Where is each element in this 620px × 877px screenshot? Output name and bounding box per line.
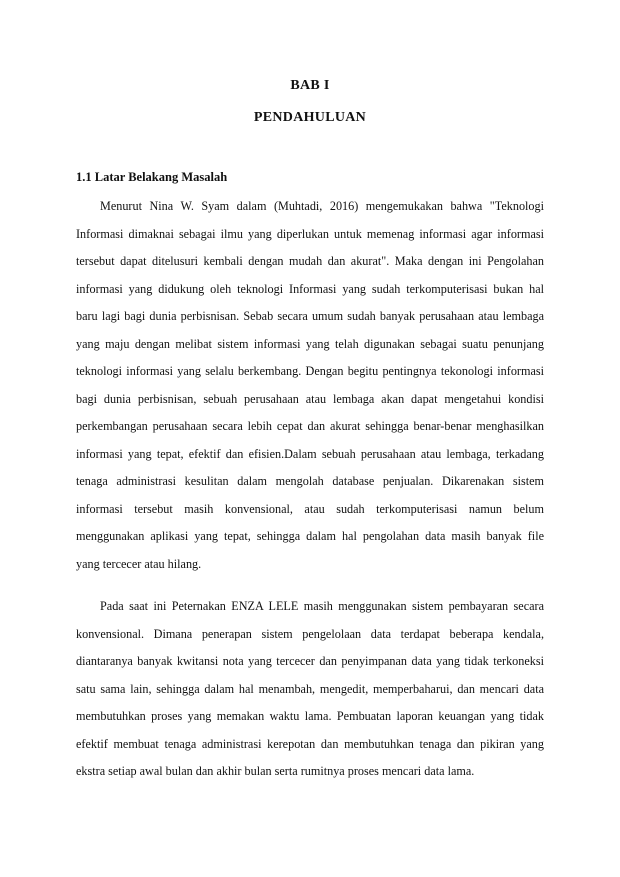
text-line: tenaga administrasi kesulitan dalam mengolah database penjualan. Dikarenakan sistem <box>76 474 544 488</box>
text-line: yang tercecer atau hilang. <box>76 556 202 571</box>
text-line: informasi yang tepat, efektif dan efisien.Dalam sebuah perusahaan atau lembaga, terkadang <box>76 446 544 461</box>
text-line: yang maju dengan melibat sistem informasi yang telah digunakan sebagai suatu penunjang <box>76 336 544 351</box>
section-heading: 1.1 Latar Belakang Masalah <box>76 170 228 184</box>
text-line: informasi tersebut masih konvensional, atau sudah terkomputerisasi namun belum <box>76 501 544 516</box>
chapter-number: BAB I <box>290 78 330 93</box>
text-line: informasi yang didukung oleh teknologi Informasi yang sudah terkomputerisasi bukan hal <box>76 281 544 296</box>
text-line: menggunakan aplikasi yang tepat, sehingga dalam hal pengolahan data masih banyak file <box>76 529 544 543</box>
text-line: Informasi dimaknai sebagai ilmu yang diperlukan untuk memenag informasi agar informasi <box>76 226 544 241</box>
text-line: teknologi informasi yang selalu berkembang. Dengan begitu pentingnya tekonologi informasi <box>76 364 544 378</box>
text-line: efektif membuat tenaga administrasi kerepotan dan membutuhkan tenaga dan pikiran yang <box>76 736 544 751</box>
text-line: bagi dunia perbisnisan, sebuah perusahaan atau lembaga akan dapat mengetahui kondisi <box>76 391 544 406</box>
chapter-title: PENDAHULUAN <box>253 110 367 125</box>
text-line: diantaranya banyak kwitansi nota yang tercecer dan penyimpanan data yang tidak terkoneksi <box>76 654 544 668</box>
text-line: membutuhkan proses yang memakan waktu lama. Pembuatan laporan keuangan yang tidak <box>76 709 544 723</box>
text-line: Menurut Nina W. Syam dalam (Muhtadi, 2016) mengemukakan bahwa "Teknologi <box>100 199 544 213</box>
text-line: perkembangan perusahaan secara lebih cepat dan akurat sehingga benar-benar menghasilkan <box>76 419 544 433</box>
text-line: baru lagi bagi dunia perbisnisan. Sebab secara umum sudah banyak perusahaan atau lembaga <box>76 309 544 323</box>
text-line: Pada saat ini Peternakan ENZA LELE masih menggunakan sistem pembayaran secara <box>100 599 544 613</box>
text-line: tersebut dapat ditelusuri kembali dengan mudah dan akurat". Maka dengan ini Pengolahan <box>76 254 544 268</box>
text-line: konvensional. Dimana penerapan sistem pengelolaan data terdapat beberapa kendala, <box>76 626 544 641</box>
text-line: ekstra setiap awal bulan dan akhir bulan serta rumitnya proses mencari data lama. <box>76 764 475 778</box>
text-line: satu sama lain, sehingga dalam hal menambah, mengedit, memperbaharui, dan mencari data <box>76 681 544 696</box>
